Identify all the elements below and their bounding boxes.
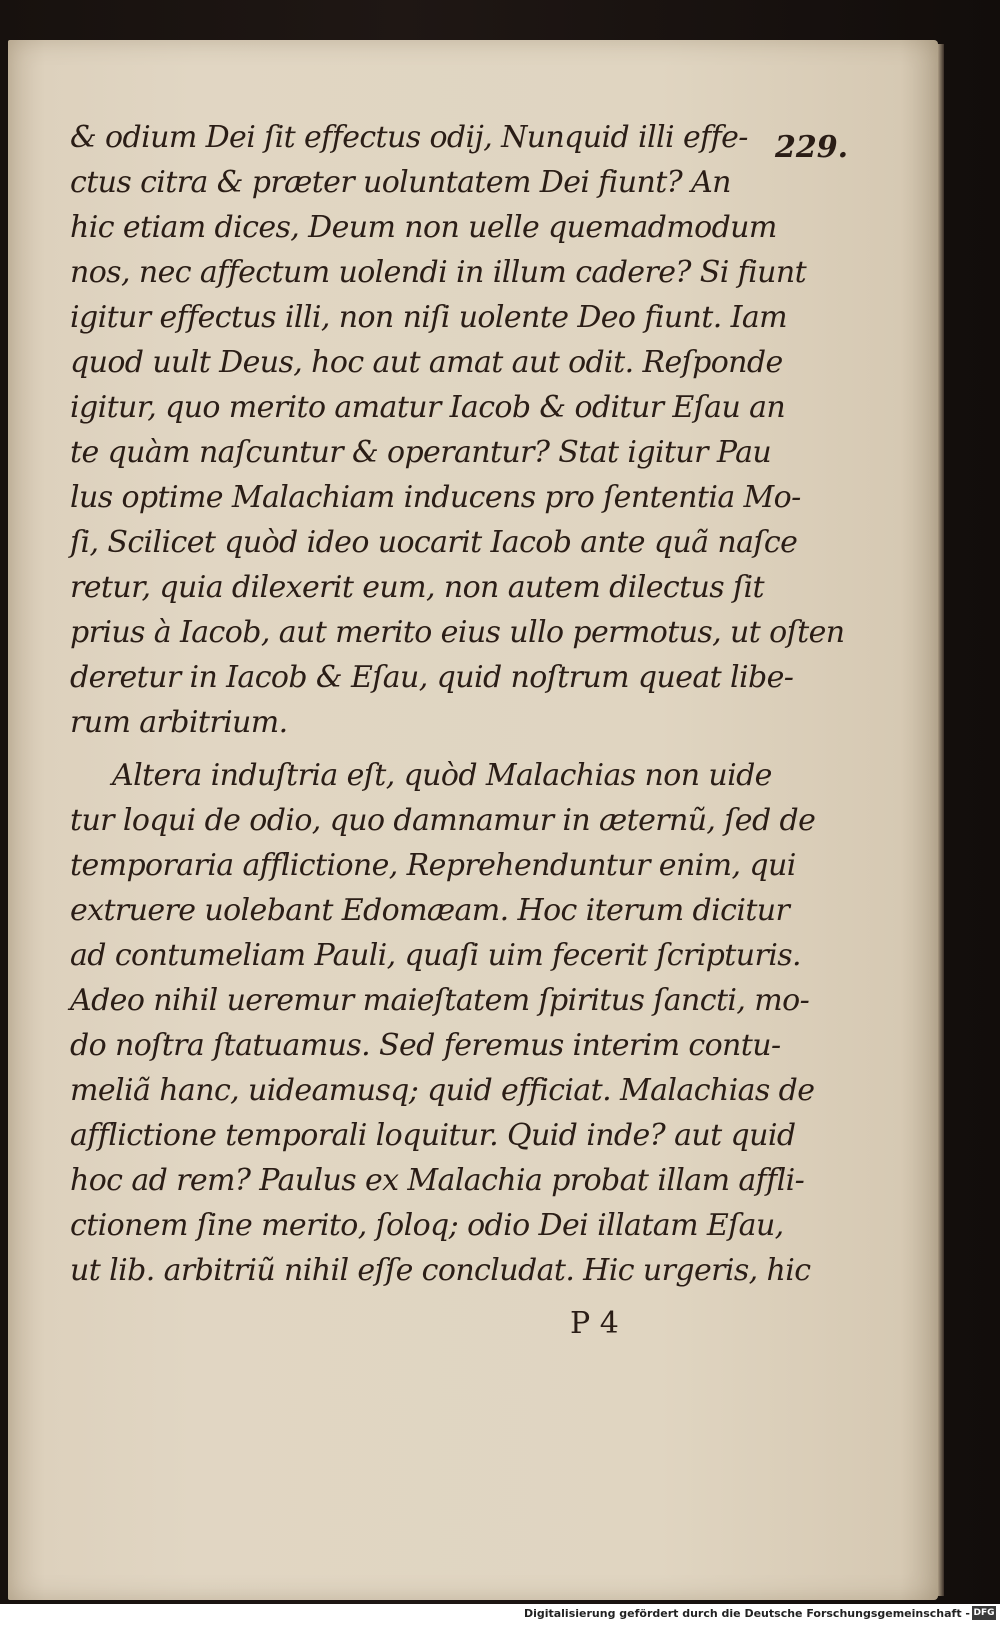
text-line: extruere uolebant Edomæam. Hoc iterum dicitur — [70, 893, 790, 928]
text-line: igitur, quo merito amatur Iacob & oditur Eſau an — [70, 390, 786, 425]
text-line: tur loqui de odio, quo damnamur in æternũ, ſed de — [70, 803, 816, 838]
text-line: Adeo nihil ueremur maieſtatem ſpiritus ſancti, mo- — [70, 983, 810, 1018]
text-line: te quàm naſcuntur & operantur? Stat igitur Pau — [70, 435, 772, 470]
dfg-logo: DFG — [973, 1608, 995, 1618]
text-line: lus optime Malachiam inducens pro ſententia Mo- — [70, 480, 801, 515]
text-line: quod uult Deus, hoc aut amat aut odit. Reſponde — [70, 345, 783, 380]
page-edge — [938, 44, 944, 1596]
text-line: meliã hanc, uideamusq; quid efficiat. Malachias de — [70, 1073, 815, 1108]
text-line: hic etiam dices, Deum non uelle quemadmodum — [70, 210, 777, 245]
text-line: ad contumeliam Pauli, quaſi uim fecerit ſcripturis. — [70, 938, 801, 973]
text-line: temporaria afflictione, Reprehenduntur enim, qui — [70, 848, 796, 883]
text-line: ut lib. arbitriũ nihil eſſe concludat. Hic urgeris, hic — [70, 1253, 811, 1288]
text-line: prius à Iacob, aut merito eius ullo permotus, ut oſten — [70, 615, 845, 650]
text-line: hoc ad rem? Paulus ex Malachia probat illam affli- — [70, 1163, 805, 1198]
signature-mark: P 4 — [570, 1306, 619, 1341]
text-line: retur, quia dilexerit eum, non autem dilectus ſit — [70, 570, 764, 605]
text-line: afflictione temporali loquitur. Quid inde? aut quid — [70, 1118, 796, 1153]
text-line: nos, nec affectum uolendi in illum cadere? Si fiunt — [70, 255, 807, 290]
text-line: ctionem ſine merito, ſoloq; odio Dei illatam Eſau, — [70, 1208, 784, 1243]
text-line: deretur in Iacob & Eſau, quid noſtrum queat libe- — [70, 660, 794, 695]
text-line: Altera induſtria eſt, quòd Malachias non uide — [112, 758, 772, 793]
text-line: ſi, Scilicet quòd ideo uocarit Iacob ante quã naſce — [70, 525, 798, 560]
page-number: 229. — [775, 130, 849, 165]
text-line: rum arbitrium. — [70, 705, 288, 740]
text-line: do noſtra ſtatuamus. Sed feremus interim contu- — [70, 1028, 781, 1063]
text-line: & odium Dei ſit effectus odij, Nunquid illi effe- — [70, 120, 748, 155]
text-line: ctus citra & præter uoluntatem Dei fiunt? An — [70, 165, 731, 200]
text-line: igitur effectus illi, non niſi uolente Deo fiunt. Iam — [70, 300, 787, 335]
funding-notice: Digitalisierung gefördert durch die Deutsche Forschungsgemeinschaft - — [523, 1607, 970, 1620]
